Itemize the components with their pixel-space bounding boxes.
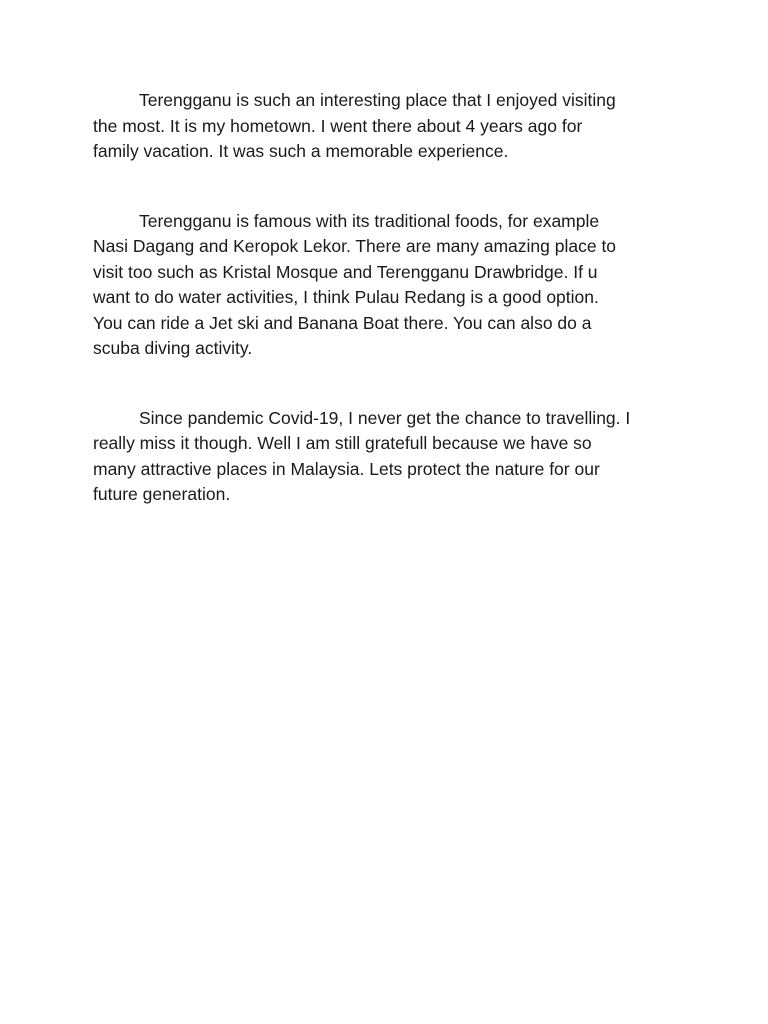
paragraph-line: scuba diving activity.	[93, 338, 253, 358]
paragraph-line: really miss it though. Well I am still gratefull because we have so	[93, 433, 592, 453]
paragraph-line: Terengganu is such an interesting place that I enjoyed visiting	[139, 90, 616, 110]
paragraph-line: Nasi Dagang and Keropok Lekor. There are many amazing place to	[93, 236, 617, 256]
paragraph-line: the most. It is my hometown. I went there about 4 years ago for	[93, 115, 583, 136]
paragraph-2	[93, 209, 683, 362]
paragraph-line: Since pandemic Covid-19, I never get the chance to travelling. I	[139, 407, 631, 428]
document-body	[93, 88, 683, 508]
paragraph-line: Terengganu is famous with its traditional foods, for example	[139, 210, 600, 231]
paragraph-line: family vacation. It was such a memorable experience.	[93, 141, 509, 161]
paragraph-line: future generation.	[93, 484, 231, 504]
paragraph-line: You can ride a Jet ski and Banana Boat there. You can also do a	[93, 312, 592, 333]
paragraph-1	[93, 88, 683, 165]
paragraph-line: many attractive places in Malaysia. Lets protect the nature for our	[93, 458, 600, 479]
paragraph-line: want to do water activities, I think Pulau Redang is a good option.	[93, 287, 599, 307]
paragraph-line: visit too such as Kristal Mosque and Terengganu Drawbridge. If u	[93, 261, 598, 282]
paragraph-3	[93, 406, 683, 508]
